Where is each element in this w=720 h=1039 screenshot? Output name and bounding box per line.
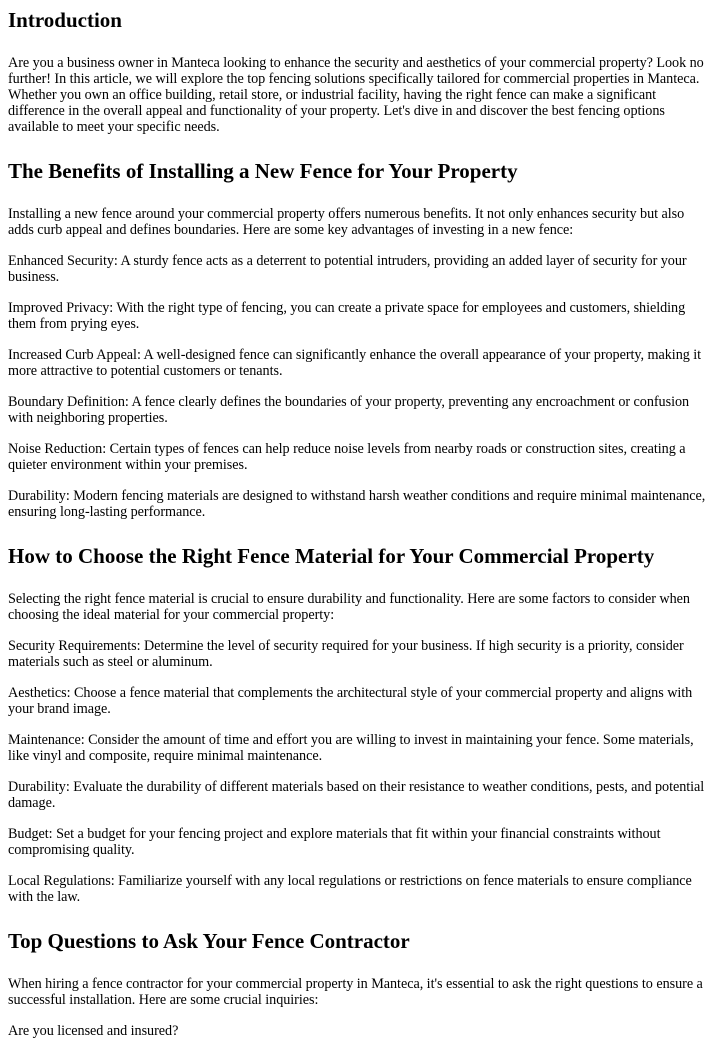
heading-introduction: Introduction xyxy=(8,8,122,32)
section-contractor-questions xyxy=(8,928,712,1039)
paragraph: Enhanced Security: A sturdy fence acts as a deterrent to potential intruders, providing an added layer of security for your business. xyxy=(8,253,687,285)
section-fence-material xyxy=(8,543,712,905)
heading-benefits: The Benefits of Installing a New Fence for Your Property xyxy=(8,159,518,183)
paragraph: Are you a business owner in Manteca looking to enhance the security and aesthetics of your commercial property? Look no further! In this article, we will explore the top fencing solutions specifically tailored for commercial properties in Manteca. Whether you own an office building, retail store, or industrial facility, having the right fence can make a significant difference in the overall appeal and functionality of your property. Let's dive in and discover the best fencing options available to meet your specific needs. xyxy=(8,55,704,135)
paragraph: Durability: Evaluate the durability of different materials based on their resistance to weather conditions, pests, and potential damage. xyxy=(8,779,705,811)
paragraph: Noise Reduction: Certain types of fences can help reduce noise levels from nearby roads or construction sites, creating a quieter environment within your premises. xyxy=(8,441,686,473)
paragraph: Aesthetics: Choose a fence material that complements the architectural style of your commercial property and aligns with your brand image. xyxy=(8,685,693,717)
paragraph: Increased Curb Appeal: A well-designed fence can significantly enhance the overall appearance of your property, making it more attractive to potential customers or tenants. xyxy=(8,347,702,379)
heading-fence-material: How to Choose the Right Fence Material for Your Commercial Property xyxy=(8,544,655,568)
paragraph: Installing a new fence around your commercial property offers numerous benefits. It not only enhances security but also adds curb appeal and defines boundaries. Here are some key advantages of investing in a new fence: xyxy=(8,206,685,238)
paragraph: Are you licensed and insured? xyxy=(8,1023,179,1039)
section-benefits xyxy=(8,158,712,520)
paragraph: Improved Privacy: With the right type of fencing, you can create a private space for employees and customers, shielding them from prying eyes. xyxy=(8,300,686,332)
paragraph: Selecting the right fence material is crucial to ensure durability and functionality. Here are some factors to consider when choosing the ideal material for your commercial property: xyxy=(8,591,690,623)
paragraph: Budget: Set a budget for your fencing project and explore materials that fit within your financial constraints without compromising quality. xyxy=(8,826,661,858)
section-introduction xyxy=(8,0,712,135)
paragraph: Durability: Modern fencing materials are designed to withstand harsh weather conditions and require minimal maintenance, ensuring long-lasting performance. xyxy=(8,488,706,520)
paragraph: Local Regulations: Familiarize yourself with any local regulations or restrictions on fence materials to ensure compliance with the law. xyxy=(8,873,692,905)
paragraph: Security Requirements: Determine the level of security required for your business. If high security is a priority, consider materials such as steel or aluminum. xyxy=(8,638,684,670)
heading-contractor-questions: Top Questions to Ask Your Fence Contractor xyxy=(8,929,410,953)
paragraph: When hiring a fence contractor for your commercial property in Manteca, it's essential to ask the right questions to ensure a successful installation. Here are some crucial inquiries: xyxy=(8,976,703,1008)
paragraph: Maintenance: Consider the amount of time and effort you are willing to invest in maintaining your fence. Some materials, like vinyl and composite, require minimal maintenance. xyxy=(8,732,694,764)
paragraph: Boundary Definition: A fence clearly defines the boundaries of your property, preventing any encroachment or confusion with neighboring properties. xyxy=(8,394,690,426)
